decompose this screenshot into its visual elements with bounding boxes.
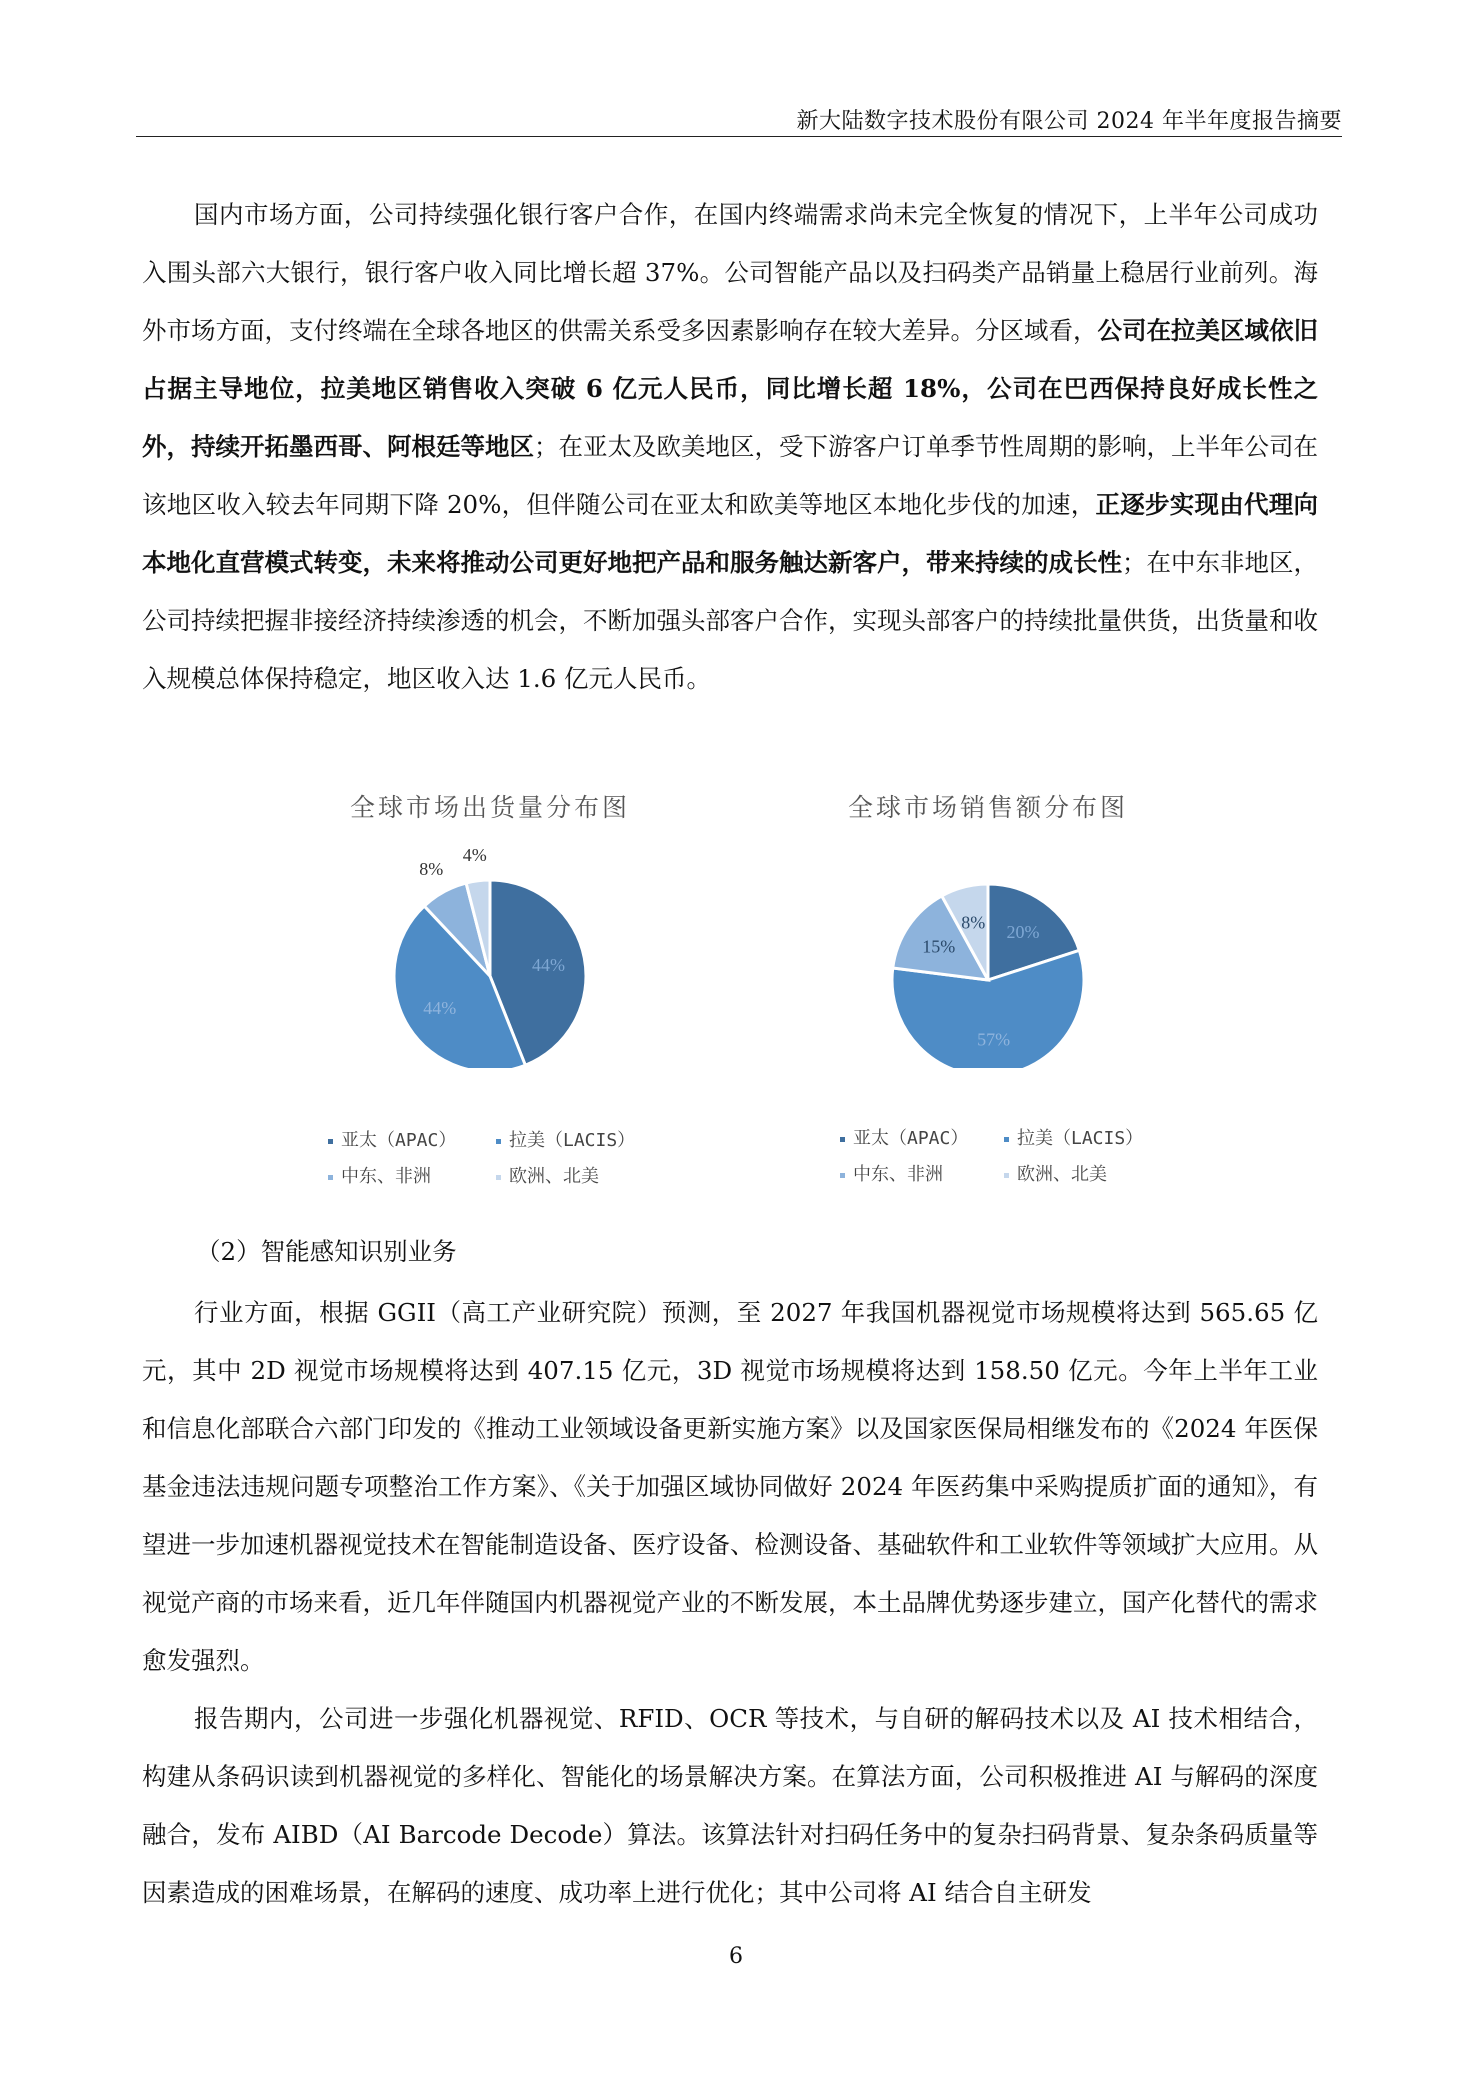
data-label-apac: 20% [1006,921,1040,942]
latam-highlight-text: 公司在拉美区域依旧占据主导地位，拉美地区销售收入突破 6 亿元人民币，同比增长超 18%，公司在巴西保持良好成长性之外，持续开拓墨西哥、阿根廷等地区 [142,316,1318,461]
paragraph-text: ；在中东非地区，公司持续把握非接经济持续渗透的机会，不断加强头部客户合作，实现头部客户的持续批量供货，出货量和收入规模总体保持稳定，地区收入达 1.6 亿元人民币。 [142,548,1318,693]
legend-swatch [496,1175,501,1180]
data-label-eu-na: 8% [961,912,986,933]
legend-swatch [840,1173,845,1178]
data-label-lacis: 44% [423,997,457,1018]
legend-label: 中东、非洲 [853,1164,943,1185]
legend-label: 亚太（APAC） [853,1128,969,1149]
sales-distribution-chart [728,788,1248,1208]
legend-swatch [1004,1173,1009,1178]
header-title: 新大陆数字技术股份有限公司 2024 年半年度报告摘要 [796,109,1342,134]
data-label-eu-na: 4% [462,844,487,865]
legend-swatch [328,1175,333,1180]
legend-label: 欧洲、北美 [1017,1164,1107,1185]
legend-label: 中东、非洲 [341,1166,431,1187]
legend-swatch [328,1139,333,1144]
domestic-overseas-market-paragraph [142,186,1318,708]
legend-swatch [1004,1137,1009,1142]
legend-item-mea [328,1162,431,1188]
data-label-apac: 44% [531,954,565,975]
legend-label: 拉美（LACIS） [509,1130,636,1151]
legend-item-apac [840,1124,968,1150]
chart-title: 全球市场出货量分布图 [349,793,630,822]
legend-item-lacis [496,1126,635,1152]
chart-legend [840,1124,1240,1194]
section-heading: （2）智能感知识别业务 [196,1237,457,1266]
legend-item-eu-na [1004,1160,1107,1186]
shipment-distribution-chart [230,788,750,1208]
chart-title: 全球市场销售额分布图 [847,793,1128,822]
page-number: 6 [729,1944,743,1969]
legend-label: 拉美（LACIS） [1017,1128,1144,1149]
shipment-pie [230,828,750,1068]
sales-pie [728,828,1248,1068]
reporting-period-paragraph: 报告期内，公司进一步强化机器视觉、RFID、OCR 等技术，与自研的解码技术以及 AI 技术相结合，构建从条码识读到机器视觉的多样化、智能化的场景解决方案。在算法方面，公司积极推进 AI 与解码的深度融合，发布 AIBD（AI Barcode Decode）算法。该算法针对扫码任务中的复杂扫码背景、复杂条码质量等因素造成的困难场景，在解码的速度、成功率上进行优化；其中公司将 AI 结合自主研发 [142,1704,1318,1907]
data-label-lacis: 57% [977,1029,1011,1050]
paragraph-text: 国内市场方面，公司持续强化银行客户合作，在国内终端需求尚未完全恢复的情况下，上半年公司成功入围头部六大银行，银行客户收入同比增长超 37%。公司智能产品以及扫码类产品销量上稳居行业前列。海外市场方面，支付终端在全球各地区的供需关系受多因素影响存在较大差异。分区域看， [142,200,1318,345]
legend-item-lacis [1004,1124,1143,1150]
legend-item-eu-na [496,1162,599,1188]
legend-label: 欧洲、北美 [509,1166,599,1187]
localization-highlight-text: 正逐步实现由代理向本地化直营模式转变，未来将推动公司更好地把产品和服务触达新客户，带来持续的成长性 [142,490,1319,577]
legend-swatch [496,1139,501,1144]
legend-swatch [840,1137,845,1142]
data-label-mea: 15% [922,936,956,957]
paragraph-text: ；在亚太及欧美地区，受下游客户订单季节性周期的影响，上半年公司在该地区收入较去年同期下降 20%，但伴随公司在亚太和欧美等地区本地化步伐的加速， [142,432,1318,519]
legend-label: 亚太（APAC） [341,1130,457,1151]
legend-item-mea [840,1160,943,1186]
header-divider [136,136,1342,137]
data-label-mea: 8% [419,859,444,880]
industry-paragraph: 行业方面，根据 GGII（高工产业研究院）预测，至 2027 年我国机器视觉市场规模将达到 565.65 亿元，其中 2D 视觉市场规模将达到 407.15 亿元，3D 视觉市场规模将达到 158.50 亿元。今年上半年工业和信息化部联合六部门印发的《推动工业领域设备更新实施方案》以及国家医保局相继发布的《2024 年医保基金违法违规问题专项整治工作方案》、《关于加强区域协同做好 2024 年医药集中采购提质扩面的通知》，有望进一步加速机器视觉技术在智能制造设备、医疗设备、检测设备、基础软件和工业软件等领域扩大应用。从视觉产商的市场来看，近几年伴随国内机器视觉产业的不断发展，本土品牌优势逐步建立，国产化替代的需求愈发强烈。 [142,1298,1318,1675]
chart-legend [328,1126,728,1196]
legend-item-apac [328,1126,456,1152]
